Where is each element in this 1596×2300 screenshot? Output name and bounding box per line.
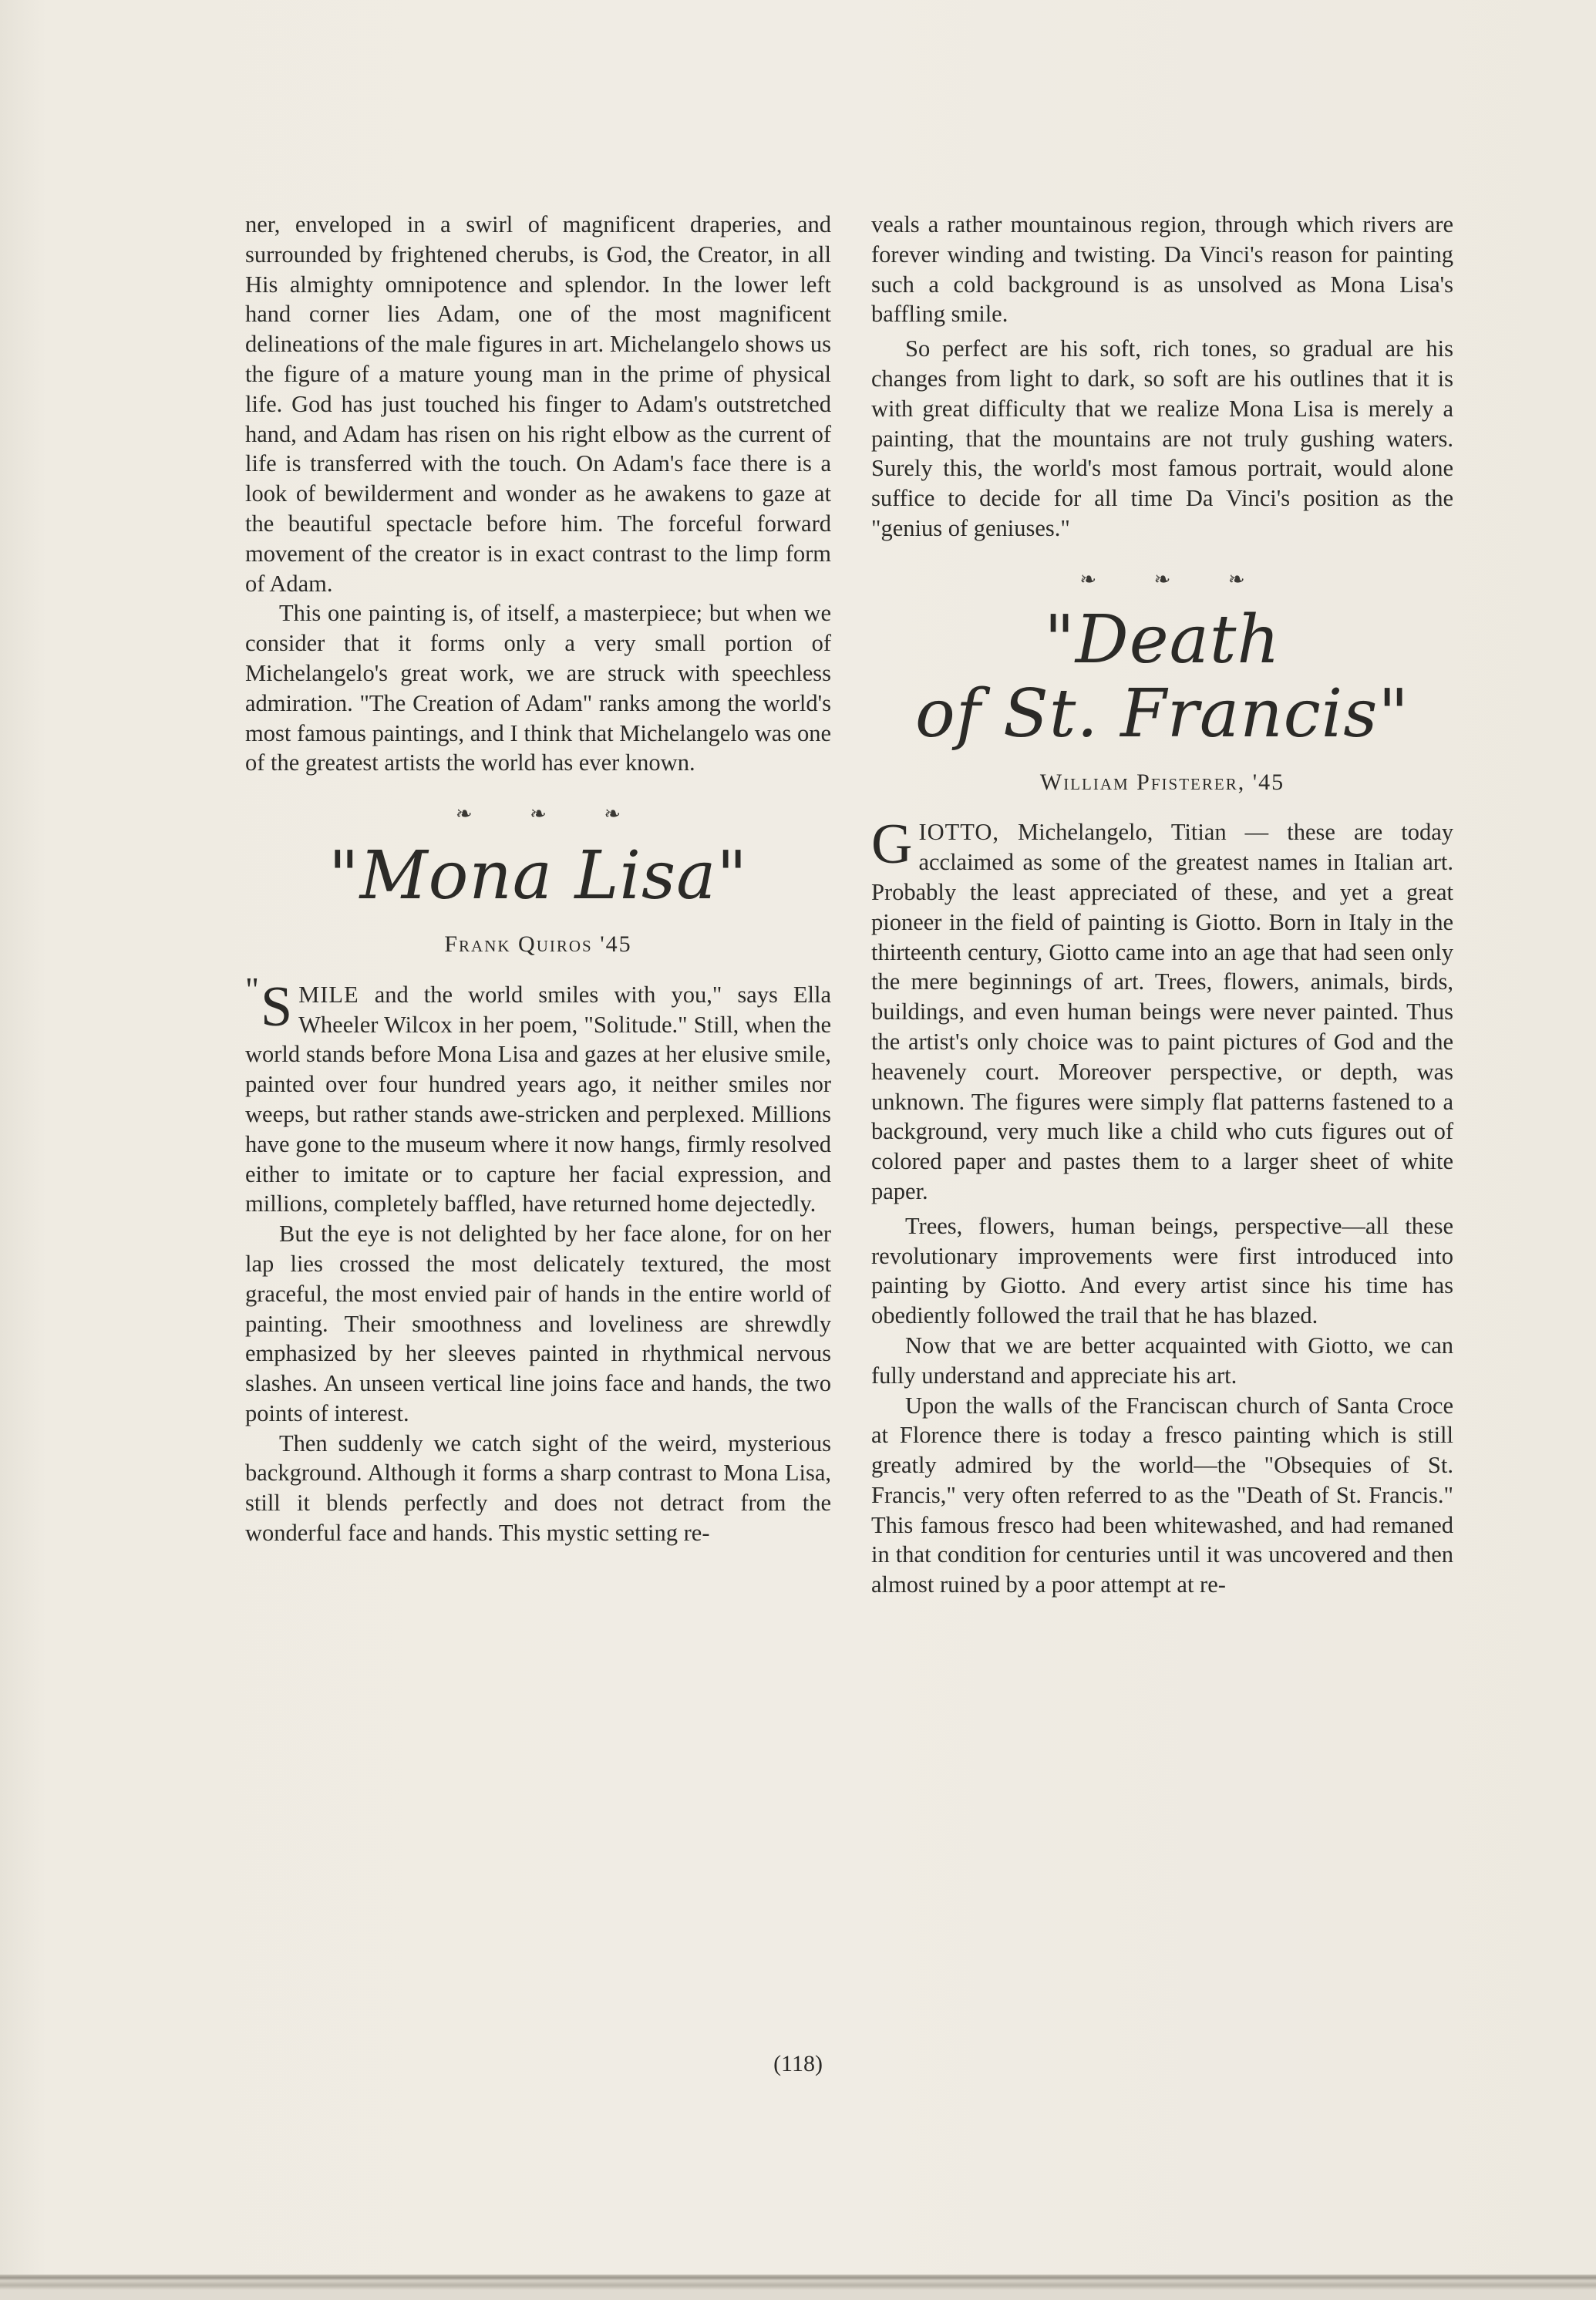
st-francis-paragraph-2: Trees, flowers, human beings, perspective—all these revolutionary improvements were first introduced into painting by Giotto. And every artist since his time has obediently followed the trail that he has blazed. — [871, 1212, 1453, 1329]
page-bottom-edge — [0, 2275, 1596, 2300]
opening-quote-mark: " — [245, 970, 259, 1009]
drop-cap-s: S — [260, 975, 293, 1039]
byline-frank-quiros: Frank Quiros '45 — [444, 931, 632, 957]
mona-lisa-paragraph-1 — [245, 970, 831, 1219]
paragraph-text: Michelangelo, Titian — these are today acclaimed as some of the greatest names in Italian art. Probably the least appreciated of these, and yet a great pioneer in the field of painting is Giotto. Born in Italy in the thirteenth century, Giotto came into an age that had seen only the mere beginnings of art. Trees, flowers, animals, birds, buildings, and even human beings were never painted. Thus the artist's only choice was to paint pictures of God and the heavenely court. Moreover perspective, or depth, was unknown. The figures were simply flat patterns fastened to a background, very much like a child who cuts figures out of colored paper and pastes them to a larger sheet of white paper. — [871, 819, 1453, 1204]
drop-cap-g: G — [871, 813, 913, 877]
lead-in-words: MILE — [298, 981, 359, 1008]
title-line-1: "Death — [1044, 601, 1281, 679]
st-francis-paragraph-3: Now that we are better acquainted with Giotto, we can fully understand and appreciate his art. — [871, 1332, 1453, 1389]
mona-lisa-continuation: veals a rather mountainous region, through which rivers are forever winding and twisting. Da Vinci's reason for painting such a cold background is as unsolved as Mona Lisa's baffling smile. — [871, 211, 1453, 328]
lead-in-words: IOTTO, — [918, 819, 999, 846]
paragraph-text: and the world smiles with you," says Ella Wheeler Wilcox in her poem, "Solitude." Still, when the world stands before Mona Lisa and gazes at her elusive smile, painted over four hundred years ago, it neither smiles nor weeps, but rather stands awe-stricken and perplexed. Millions have gone to the museum where it now hangs, firmly resolved either to imitate or to capture her facial expression, and millions, completely baffled, have returned home dejectedly. — [245, 981, 831, 1217]
page-number: (118) — [773, 2051, 823, 2076]
section-ornament: ❧ ❧ ❧ — [455, 803, 648, 826]
mona-lisa-paragraph-2: But the eye is not delighted by her face alone, for on her lap lies crossed the most delicately textured, the most graceful, the most envied pair of hands in the entire world of painting. Their smoothness and loveliness are shrewdly emphasized by her sleeves painted in rhythmical nervous slashes. An unseen vertical line joins face and hands, the two points of interest. — [245, 1221, 831, 1426]
section-ornament: ❧ ❧ ❧ — [1079, 567, 1271, 591]
creation-of-adam-continuation: ner, enveloped in a swirl of magnificent draperies, and surrounded by frightened cherubs, is God, the Creator, in all His almighty omnipotence and splendor. In the lower left hand corner lies Adam, one of the most magnificent delineations of the male figures in art. Michelangelo shows us the figure of a mature young man in the prime of physical life. God has just touched his finger to Adam's outstretched hand, and Adam has risen on his right elbow as the current of life is transferred with the touch. On Adam's face there is a look of bewilderment and wonder as he awakens to gaze at the beautiful spectacle before him. The forceful forward movement of the creator is in exact contrast to the limp form of Adam. — [245, 211, 831, 597]
mona-lisa-conclusion: So perfect are his soft, rich tones, so gradual are his changes from light to dark, so soft are his outlines that it is with great difficulty that we realize Mona Lisa is merely a painting, that the mountains are not truly gushing waters. Surely this, the world's most famous portrait, would alone suffice to decide for all time Da Vinci's position as the "genius of geniuses." — [871, 335, 1453, 541]
mona-lisa-paragraph-3: Then suddenly we catch sight of the weird, mysterious background. Although it forms a sharp contrast to Mona Lisa, still it blends perfectly and does not detract from the wonderful face and hands. This mystic setting re- — [245, 1430, 831, 1547]
st-francis-paragraph-1 — [871, 813, 1453, 1206]
st-francis-paragraph-4: Upon the walls of the Franciscan church of Santa Croce at Florence there is today a fresco painting which is still greatly admired by the world—the "Obsequies of St. Francis," very often referred to as the "Death of St. Francis." This famous fresco had been whitewashed, and had remaned in that condition for centuries until it was uncovered and then almost ruined by a poor attempt at re- — [871, 1392, 1453, 1598]
article-title-mona-lisa: "Mona Lisa" — [328, 837, 748, 914]
right-column — [871, 210, 1453, 1600]
byline-william-pfisterer: William Pfisterer, '45 — [1039, 769, 1285, 795]
creation-of-adam-conclusion: This one painting is, of itself, a masterpiece; but when we consider that it forms only a very small portion of Michelangelo's great work, we are struck with speechless admiration. "The Creation of Adam" ranks among the world's most famous paintings, and I think that Michelangelo was one of the greatest artists the world has ever known. — [245, 600, 831, 776]
article-title-death-of-st-francis — [871, 603, 1453, 751]
left-column — [245, 210, 831, 1548]
title-line-2: of St. Francis" — [915, 675, 1409, 753]
